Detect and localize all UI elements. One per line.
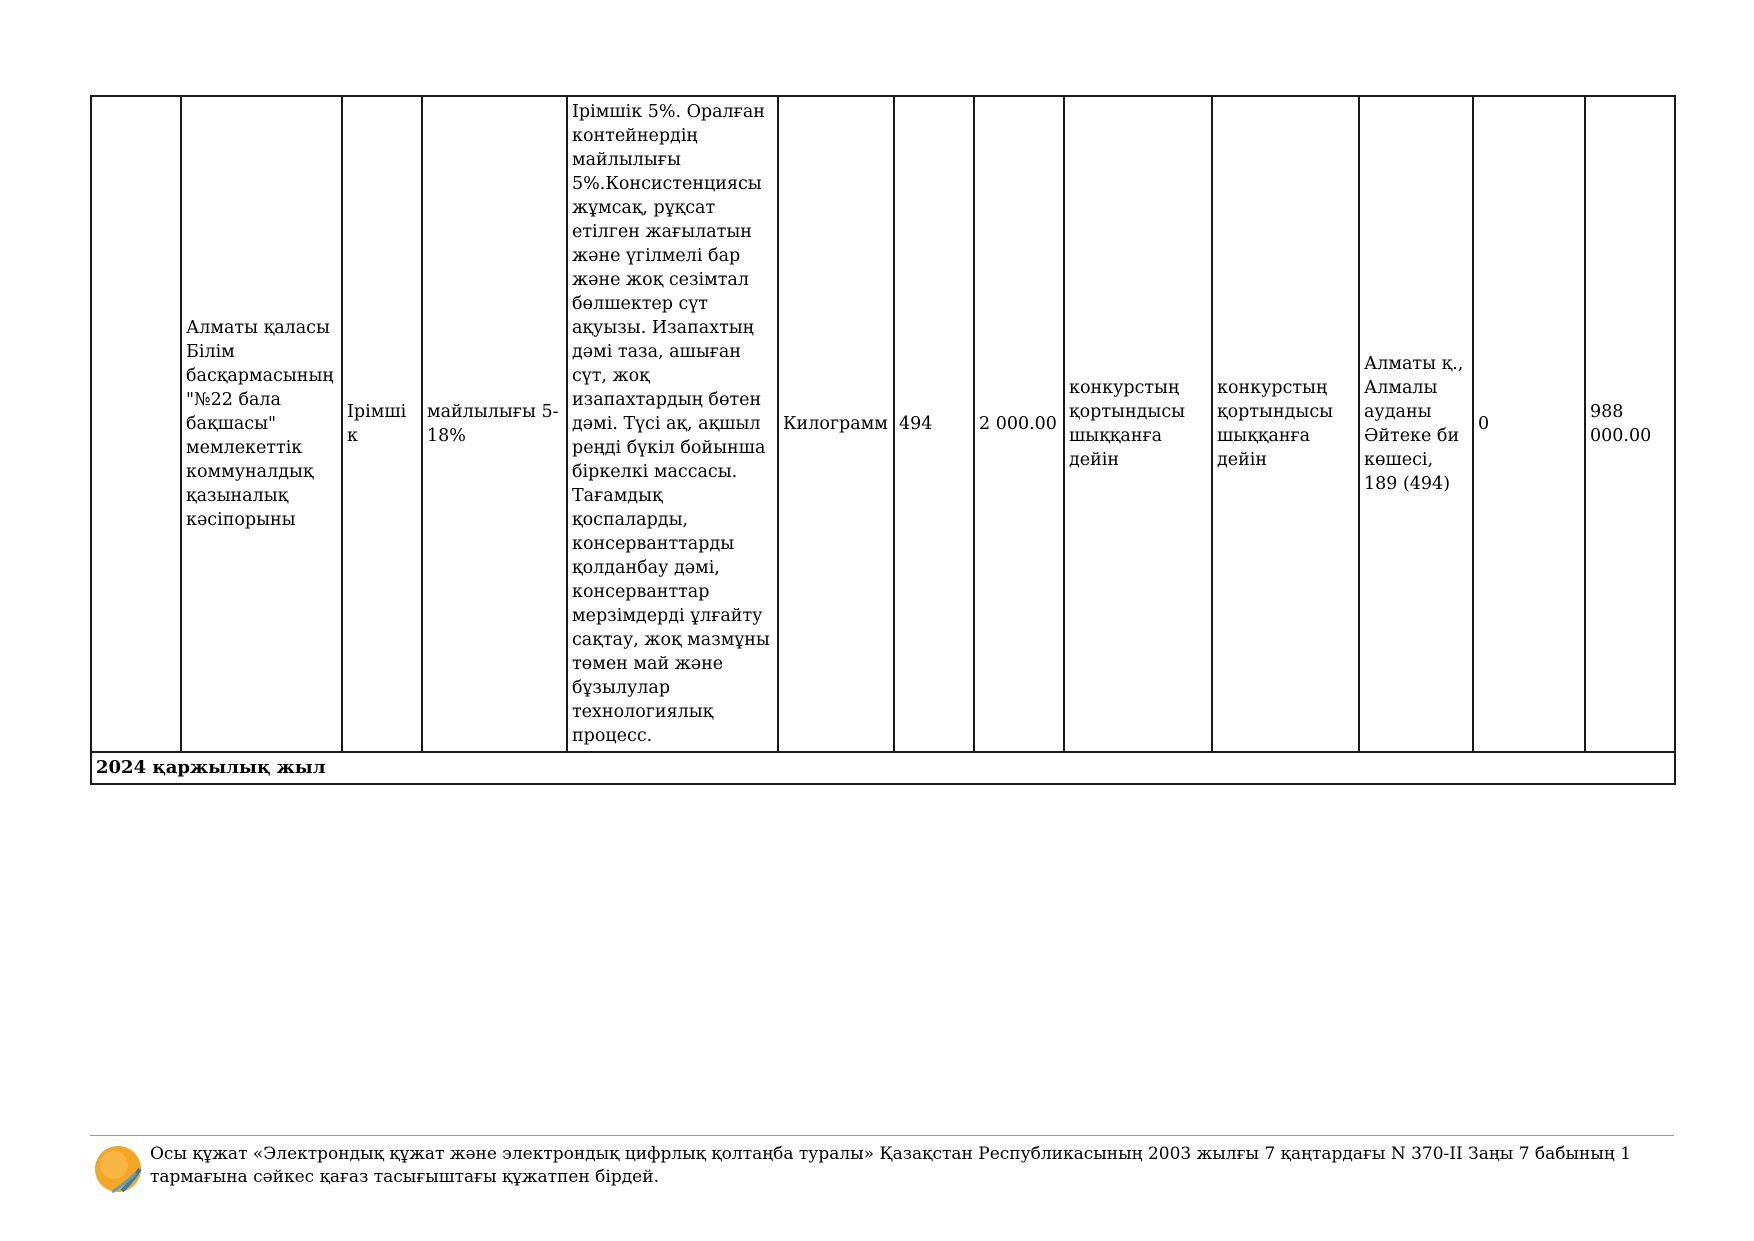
- delivery-address-cell: Алматы қ., Алмалы ауданы Әйтеке би көшесі, 189 (494): [1359, 96, 1473, 752]
- footer-legal-text: Осы құжат «Электрондық құжат және электрондық цифрлық қолтаңба туралы» Қазақстан Республикасының 2003 жылғы 7 қаңтардағы N 370-II Заңы 7 бабының 1 тармағына сәйкес қағаз тасығыштағы құжатпен бірдей.: [150, 1144, 1632, 1187]
- full-spec-cell: Ірімшік 5%. Оралған контейнердің майлылығы 5%.Консистенциясы жұмсақ, рұқсат етілген жағылатын және үгілмелі бар және жоқ сезімтал бөлшектер сүт ақуызы. Изапахтың дәмі таза, ашыған сүт, жоқ изапахтардың бөтен дәмі. Түсі ақ, ақшыл реңді бүкіл бойынша біркелкі массасы. Тағамдық қоспаларды, консерванттарды қолданбау дәмі, консерванттар мерзімдерді ұлғайту сақтау, жоқ мазмұны төмен май және бұзылулар технологиялық процесс.: [567, 96, 778, 752]
- delivery-term-cell: конкурстың қортындысы шыққанға дейін: [1064, 96, 1212, 752]
- egov-logo-icon: [92, 1143, 144, 1195]
- price-cell: 2 000.00: [974, 96, 1064, 752]
- advance-cell: 0: [1473, 96, 1585, 752]
- footer-divider: [90, 1135, 1674, 1136]
- unit-cell: Килограмм: [778, 96, 894, 752]
- procurement-table: [90, 95, 1676, 785]
- short-spec-cell: майлылығы 5-18%: [422, 96, 567, 752]
- fiscal-year-label: 2024 қаржылық жыл: [91, 752, 1675, 784]
- product-name-cell: Ірімшік: [342, 96, 422, 752]
- section-row: [91, 752, 1675, 784]
- table-row: [91, 96, 1675, 752]
- row-number-cell: [91, 96, 181, 752]
- customer-cell: Алматы қаласы Білім басқармасының "№22 бала бақшасы" мемлекеттік коммуналдық қазыналық кәсіпорыны: [181, 96, 342, 752]
- delivery-period-cell: конкурстың қортындысы шыққанға дейін: [1212, 96, 1359, 752]
- quantity-cell: 494: [894, 96, 974, 752]
- total-amount-cell: 988 000.00: [1585, 96, 1675, 752]
